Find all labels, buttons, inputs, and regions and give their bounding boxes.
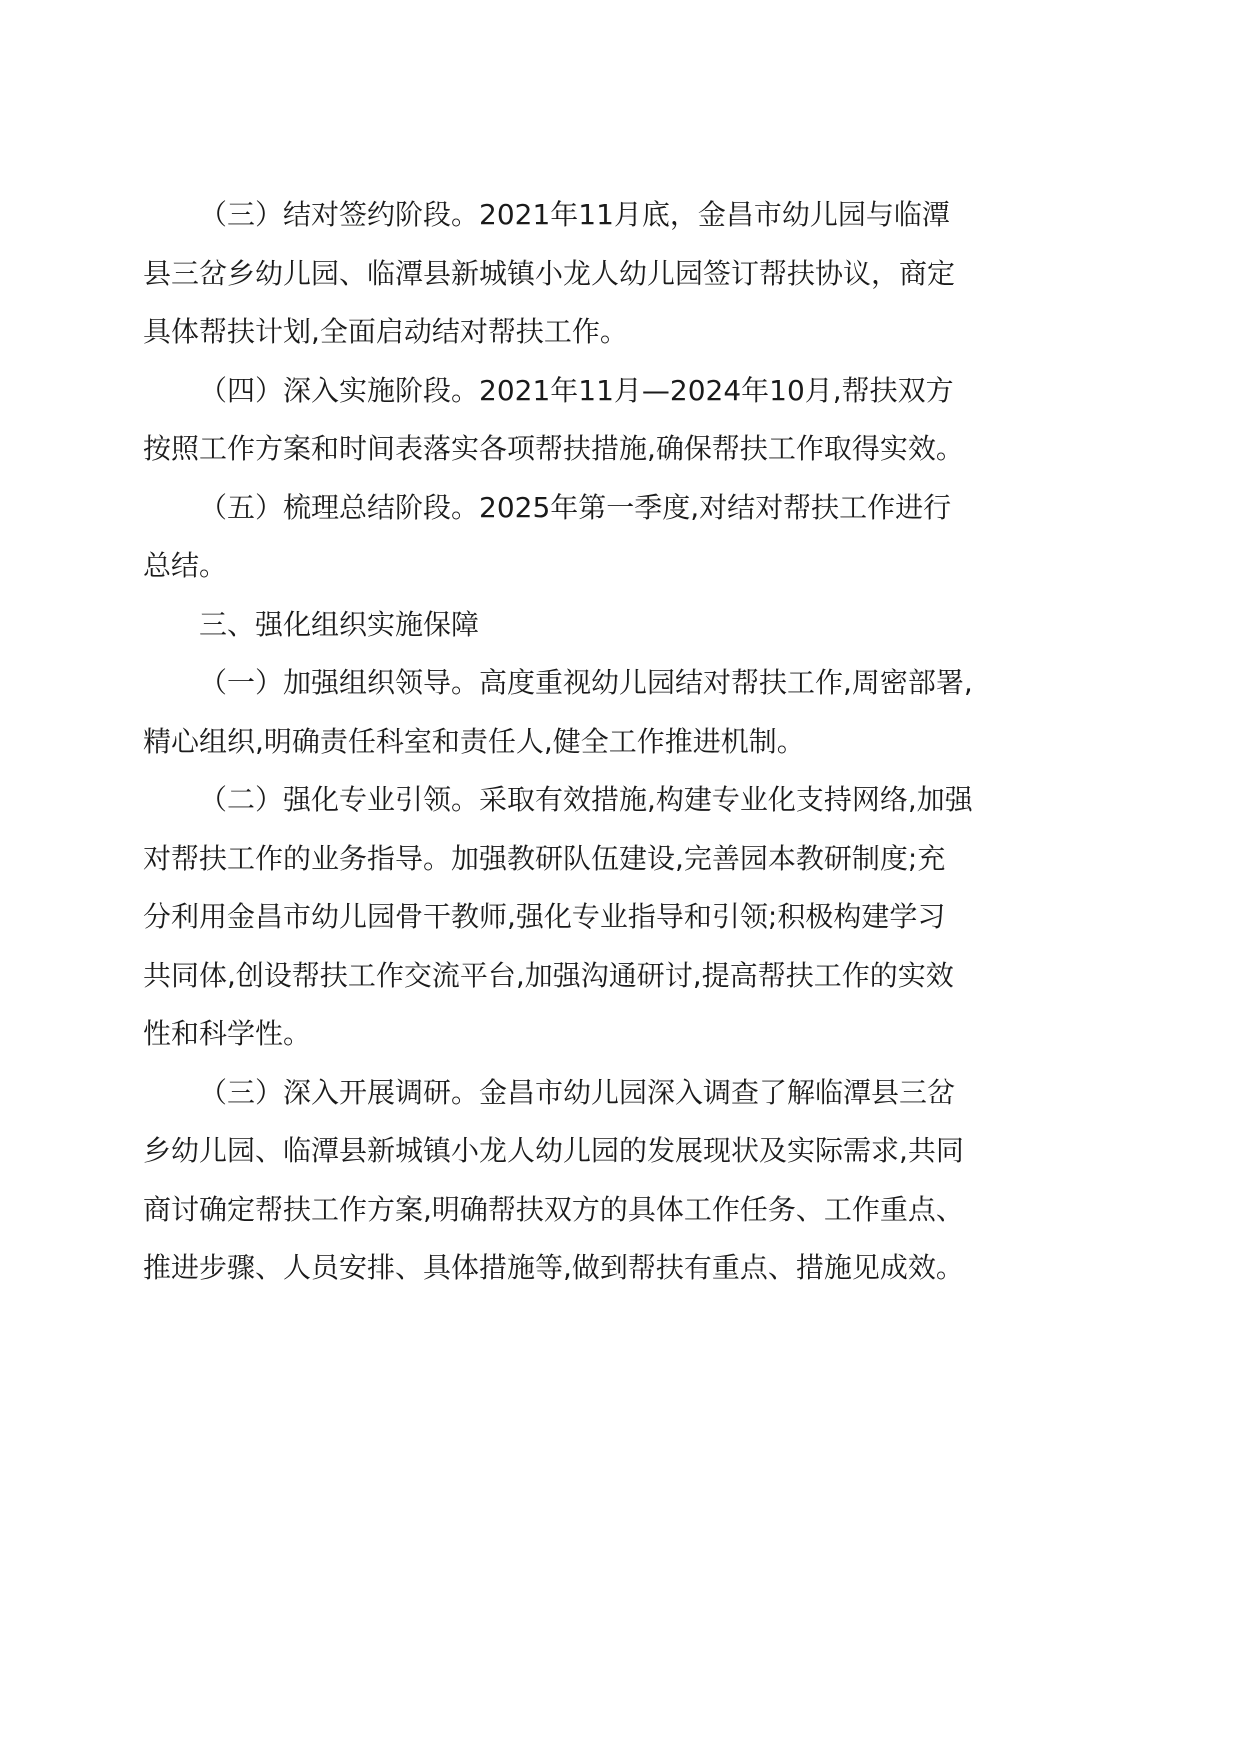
section-heading-three: 三、强化组织实施保障 [199,607,480,641]
paragraph-stage-five-summary: （五）梳理总结阶段。2025年第一季度,对结对帮扶工作进行总结。 [143,490,952,582]
paragraph-organizational-leadership: （一）加强组织领导。高度重视幼儿园结对帮扶工作,周密部署,精心组织,明确责任科室和责任人,健全工作推进机制。 [143,666,973,758]
paragraph-professional-guidance: （二）强化专业引领。采取有效措施,构建专业化支持网络,加强对帮扶工作的业务指导。加强教研队伍建设,完善园本教研制度;充分利用金昌市幼儿园骨干教师,强化专业指导和引领;积极构建学习共同体,创设帮扶工作交流平台,加强沟通研讨,提高帮扶工作的实效性和科学性。 [143,783,973,1050]
document-body [143,186,973,1298]
paragraph-research: （三）深入开展调研。金昌市幼儿园深入调查了解临潭县三岔乡幼儿园、临潭县新城镇小龙人幼儿园的发展现状及实际需求,共同商讨确定帮扶工作方案,明确帮扶双方的具体工作任务、工作重点、推进步骤、人员安排、具体措施等,做到帮扶有重点、措施见成效。 [143,1075,964,1284]
paragraph-stage-three-signing: （三）结对签约阶段。2021年11月底，金昌市幼儿园与临潭县三岔乡幼儿园、临潭县新城镇小龙人幼儿园签订帮扶协议，商定具体帮扶计划,全面启动结对帮扶工作。 [143,198,956,348]
paragraph-stage-four-implementation: （四）深入实施阶段。2021年11月—2024年10月,帮扶双方按照工作方案和时间表落实各项帮扶措施,确保帮扶工作取得实效。 [143,373,964,465]
